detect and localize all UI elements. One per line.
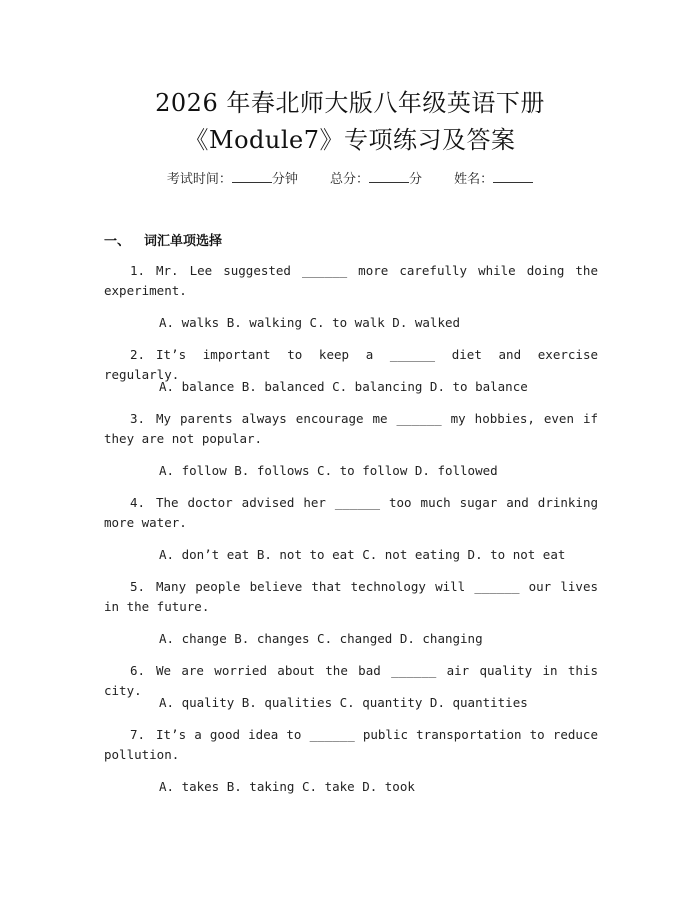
question-text: It’s a good idea to ______ public transportation to reduce pollution. xyxy=(104,727,598,762)
question-2-options: A. balance B. balanced C. balancing D. to balance xyxy=(159,379,528,394)
question-7-options: A. takes B. taking C. take D. took xyxy=(159,779,415,794)
exam-name-label: 姓名： xyxy=(454,172,494,187)
question-number: 1. xyxy=(130,263,146,278)
question-number: 3. xyxy=(130,411,146,426)
question-text: We are worried about the bad ______ air quality in this city. xyxy=(104,663,598,698)
exam-time-field xyxy=(167,172,302,187)
question-number: 4. xyxy=(130,495,146,510)
exam-score-field xyxy=(330,172,426,187)
question-4 xyxy=(104,493,598,533)
question-text: It’s important to keep a ______ diet and exercise regularly. xyxy=(104,347,598,382)
exam-time-label: 考试时间： xyxy=(166,172,232,187)
question-6-options: A. quality B. qualities C. quantity D. quantities xyxy=(159,695,528,710)
question-1-options: A. walks B. walking C. to walk D. walked xyxy=(159,315,461,330)
section-title: 词汇单项选择 xyxy=(144,234,223,249)
question-number: 2. xyxy=(130,347,146,362)
question-number: 7. xyxy=(130,727,146,742)
exam-time-blank xyxy=(232,171,272,183)
question-7 xyxy=(104,725,598,765)
question-text: My parents always encourage me ______ my hobbies, even if they are not popular. xyxy=(104,411,598,446)
exam-score-unit: 分 xyxy=(409,172,423,187)
section-number: 一、 xyxy=(104,234,131,249)
question-4-options: A. don’t eat B. not to eat C. not eating D. to not eat xyxy=(159,547,566,562)
question-text: Mr. Lee suggested ______ more carefully while doing the experiment. xyxy=(104,263,598,298)
section-heading xyxy=(104,230,222,249)
question-text: Many people believe that technology will ______ our lives in the future. xyxy=(104,579,598,614)
document-title-line-2: 《Module7》专项练习及答案 xyxy=(184,126,516,154)
exam-score-blank xyxy=(369,171,409,183)
question-5-options: A. change B. changes C. changed D. changing xyxy=(159,631,483,646)
document-title-line-1: 2026 年春北师大版八年级英语下册 xyxy=(155,89,545,117)
question-number: 6. xyxy=(130,663,146,678)
question-5 xyxy=(104,577,598,617)
exam-info-row xyxy=(0,168,700,187)
question-3 xyxy=(104,409,598,449)
question-text: The doctor advised her ______ too much sugar and drinking more water. xyxy=(104,495,598,530)
exam-name-field xyxy=(454,172,533,187)
question-number: 5. xyxy=(130,579,146,594)
question-3-options: A. follow B. follows C. to follow D. followed xyxy=(159,463,498,478)
question-1 xyxy=(104,261,598,301)
exam-name-blank xyxy=(493,171,533,183)
exam-time-unit: 分钟 xyxy=(271,172,298,187)
exam-score-label: 总分： xyxy=(329,172,369,187)
